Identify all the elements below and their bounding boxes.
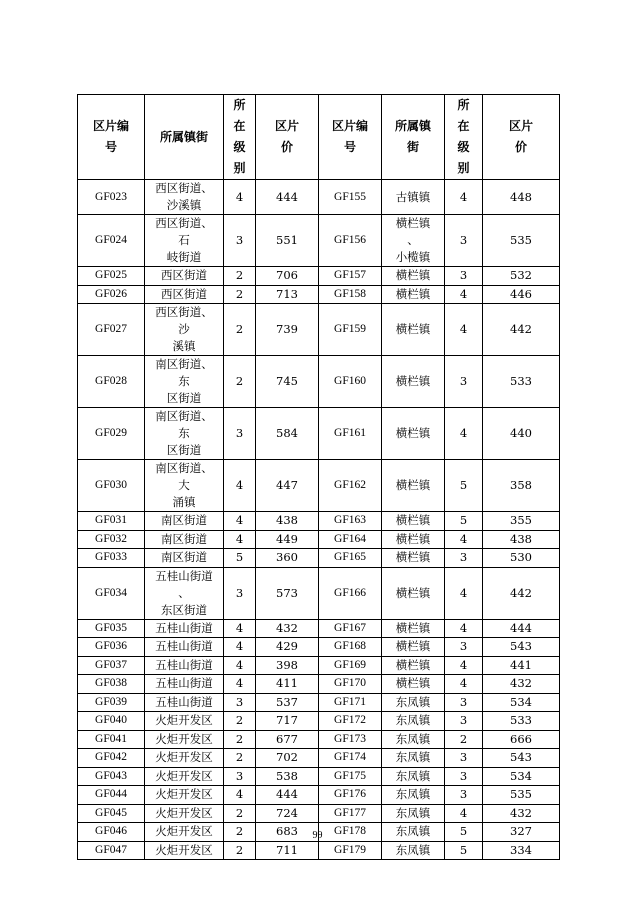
level-cell: 3 bbox=[224, 767, 256, 786]
town-line: 火炬开发区 bbox=[155, 768, 213, 783]
table-header-row bbox=[78, 95, 560, 180]
town-line: 五桂山街道 bbox=[155, 620, 213, 635]
table-row bbox=[78, 656, 560, 675]
zone-code-cell: GF026 bbox=[78, 285, 145, 304]
town-line: 区街道 bbox=[166, 391, 202, 405]
zone-code-cell: GF031 bbox=[78, 512, 145, 531]
header-level-right: 所 在 级 别 bbox=[445, 95, 483, 180]
zone-code-cell-right: GF163 bbox=[319, 512, 382, 531]
table-row bbox=[78, 215, 560, 267]
price-cell: 411 bbox=[256, 675, 319, 694]
town-line: 南区街道、 bbox=[155, 409, 213, 423]
level-cell-right: 3 bbox=[445, 356, 483, 408]
table-row bbox=[78, 512, 560, 531]
town-line: 东凤镇 bbox=[395, 750, 431, 765]
level-cell-right: 5 bbox=[445, 823, 483, 842]
price-cell: 717 bbox=[256, 712, 319, 731]
town-cell-right bbox=[382, 638, 445, 657]
header-town-right: 所属镇 街 bbox=[382, 95, 445, 180]
zone-code-cell: GF028 bbox=[78, 356, 145, 408]
town-line: 南区街道 bbox=[161, 531, 207, 546]
town-cell bbox=[145, 619, 224, 638]
table-row bbox=[78, 267, 560, 286]
price-cell-right: 543 bbox=[483, 749, 560, 768]
table-row bbox=[78, 356, 560, 408]
level-cell: 4 bbox=[224, 530, 256, 549]
town-cell-right bbox=[382, 530, 445, 549]
zone-code-cell: GF023 bbox=[78, 180, 145, 215]
price-cell: 711 bbox=[256, 841, 319, 860]
header-zone-code-right: 区片编 号 bbox=[319, 95, 382, 180]
zone-code-cell: GF025 bbox=[78, 267, 145, 286]
town-cell bbox=[145, 408, 224, 460]
level-cell: 3 bbox=[224, 215, 256, 267]
price-cell-right: 533 bbox=[483, 712, 560, 731]
town-cell bbox=[145, 749, 224, 768]
zone-code-cell: GF035 bbox=[78, 619, 145, 638]
zone-code-cell-right: GF175 bbox=[319, 767, 382, 786]
level-cell: 2 bbox=[224, 356, 256, 408]
price-cell: 551 bbox=[256, 215, 319, 267]
town-cell bbox=[145, 675, 224, 694]
zone-code-cell: GF040 bbox=[78, 712, 145, 731]
zone-code-cell: GF037 bbox=[78, 656, 145, 675]
price-cell-right: 543 bbox=[483, 638, 560, 657]
zone-code-cell-right: GF172 bbox=[319, 712, 382, 731]
zone-code-cell: GF046 bbox=[78, 823, 145, 842]
level-cell-right: 3 bbox=[445, 267, 483, 286]
zone-code-cell-right: GF155 bbox=[319, 180, 382, 215]
table-row bbox=[78, 841, 560, 860]
level-cell-right: 3 bbox=[445, 549, 483, 568]
price-cell: 444 bbox=[256, 786, 319, 805]
town-line: 西区街道 bbox=[161, 268, 207, 283]
level-cell: 4 bbox=[224, 512, 256, 531]
level-cell: 2 bbox=[224, 267, 256, 286]
town-cell-right bbox=[382, 549, 445, 568]
town-line: 南区街道、 bbox=[155, 461, 213, 475]
town-line: 南区街道 bbox=[161, 550, 207, 565]
town-cell bbox=[145, 356, 224, 408]
table-row bbox=[78, 804, 560, 823]
level-cell: 4 bbox=[224, 656, 256, 675]
level-cell-right: 4 bbox=[445, 656, 483, 675]
town-cell bbox=[145, 549, 224, 568]
level-cell: 2 bbox=[224, 304, 256, 356]
level-cell-right: 2 bbox=[445, 730, 483, 749]
table-row bbox=[78, 712, 560, 731]
town-cell-right bbox=[382, 786, 445, 805]
town-cell bbox=[145, 786, 224, 805]
price-cell-right: 533 bbox=[483, 356, 560, 408]
zone-code-cell-right: GF159 bbox=[319, 304, 382, 356]
zone-code-cell: GF027 bbox=[78, 304, 145, 356]
town-cell-right bbox=[382, 285, 445, 304]
price-cell-right: 535 bbox=[483, 786, 560, 805]
price-cell: 538 bbox=[256, 767, 319, 786]
price-cell-right: 532 bbox=[483, 267, 560, 286]
zone-code-cell-right: GF177 bbox=[319, 804, 382, 823]
table-row bbox=[78, 767, 560, 786]
town-line: 横栏镇 bbox=[395, 657, 431, 672]
header-zone-price: 区片 价 bbox=[256, 95, 319, 180]
level-cell-right: 3 bbox=[445, 638, 483, 657]
town-line: 南区街道 bbox=[161, 513, 207, 528]
zone-code-cell-right: GF174 bbox=[319, 749, 382, 768]
table-row bbox=[78, 408, 560, 460]
town-line: 岐街道 bbox=[166, 250, 202, 264]
zone-code-cell-right: GF165 bbox=[319, 549, 382, 568]
town-cell bbox=[145, 304, 224, 356]
price-cell-right: 448 bbox=[483, 180, 560, 215]
town-cell bbox=[145, 267, 224, 286]
zone-code-cell-right: GF169 bbox=[319, 656, 382, 675]
zone-code-cell-right: GF162 bbox=[319, 460, 382, 512]
zone-code-cell: GF029 bbox=[78, 408, 145, 460]
town-cell bbox=[145, 180, 224, 215]
price-cell: 745 bbox=[256, 356, 319, 408]
town-cell bbox=[145, 567, 224, 619]
level-cell-right: 5 bbox=[445, 841, 483, 860]
price-cell-right: 355 bbox=[483, 512, 560, 531]
town-line: 东凤镇 bbox=[395, 768, 431, 783]
level-cell: 4 bbox=[224, 675, 256, 694]
town-cell-right bbox=[382, 304, 445, 356]
table-body bbox=[78, 180, 560, 860]
level-cell-right: 4 bbox=[445, 675, 483, 694]
town-cell-right bbox=[382, 408, 445, 460]
town-line: 、 bbox=[178, 585, 190, 600]
price-cell-right: 442 bbox=[483, 304, 560, 356]
level-cell: 4 bbox=[224, 460, 256, 512]
level-cell: 5 bbox=[224, 549, 256, 568]
level-cell-right: 4 bbox=[445, 408, 483, 460]
level-cell-right: 3 bbox=[445, 786, 483, 805]
town-line: 沙 bbox=[178, 322, 190, 336]
town-cell bbox=[145, 730, 224, 749]
zone-code-cell-right: GF168 bbox=[319, 638, 382, 657]
town-cell-right bbox=[382, 267, 445, 286]
zone-code-cell: GF030 bbox=[78, 460, 145, 512]
town-cell-right bbox=[382, 356, 445, 408]
level-cell-right: 4 bbox=[445, 180, 483, 215]
zone-code-cell: GF044 bbox=[78, 786, 145, 805]
town-cell-right bbox=[382, 749, 445, 768]
town-cell bbox=[145, 530, 224, 549]
town-cell bbox=[145, 693, 224, 712]
town-line: 涌镇 bbox=[172, 495, 196, 509]
zone-code-cell-right: GF157 bbox=[319, 267, 382, 286]
level-cell: 4 bbox=[224, 638, 256, 657]
town-cell-right bbox=[382, 804, 445, 823]
price-cell: 398 bbox=[256, 656, 319, 675]
price-cell: 438 bbox=[256, 512, 319, 531]
town-cell-right bbox=[382, 215, 445, 267]
price-cell-right: 534 bbox=[483, 767, 560, 786]
zone-code-cell: GF033 bbox=[78, 549, 145, 568]
zone-code-cell-right: GF166 bbox=[319, 567, 382, 619]
town-line: 五桂山街道 bbox=[155, 568, 213, 583]
town-cell bbox=[145, 804, 224, 823]
town-line: 火炬开发区 bbox=[155, 713, 213, 728]
level-cell-right: 3 bbox=[445, 749, 483, 768]
town-line: 区街道 bbox=[166, 443, 202, 457]
town-line: 火炬开发区 bbox=[155, 842, 213, 857]
town-line: 横栏镇 bbox=[395, 426, 431, 440]
town-line: 西区街道 bbox=[161, 286, 207, 301]
town-line: 五桂山街道 bbox=[155, 694, 213, 709]
town-cell-right bbox=[382, 712, 445, 731]
town-line: 沙溪镇 bbox=[166, 198, 202, 212]
level-cell: 4 bbox=[224, 619, 256, 638]
town-cell bbox=[145, 712, 224, 731]
town-cell-right bbox=[382, 675, 445, 694]
town-line: 五桂山街道 bbox=[155, 676, 213, 691]
town-line: 横栏镇 bbox=[395, 676, 431, 691]
town-line: 东凤镇 bbox=[395, 805, 431, 820]
header-zone-price-right: 区片 价 bbox=[483, 95, 560, 180]
price-cell: 739 bbox=[256, 304, 319, 356]
price-cell-right: 444 bbox=[483, 619, 560, 638]
level-cell-right: 5 bbox=[445, 460, 483, 512]
level-cell-right: 3 bbox=[445, 693, 483, 712]
price-cell: 584 bbox=[256, 408, 319, 460]
town-line: 横栏镇 bbox=[395, 268, 431, 283]
town-cell bbox=[145, 638, 224, 657]
price-cell-right: 358 bbox=[483, 460, 560, 512]
table-row bbox=[78, 567, 560, 619]
zone-code-cell: GF039 bbox=[78, 693, 145, 712]
town-cell-right bbox=[382, 460, 445, 512]
zone-code-cell: GF024 bbox=[78, 215, 145, 267]
town-cell-right bbox=[382, 512, 445, 531]
price-cell: 713 bbox=[256, 285, 319, 304]
town-line: 古镇镇 bbox=[395, 189, 431, 204]
price-cell-right: 432 bbox=[483, 804, 560, 823]
level-cell-right: 5 bbox=[445, 512, 483, 531]
town-line: 东凤镇 bbox=[395, 731, 431, 746]
table-row bbox=[78, 693, 560, 712]
zone-code-cell-right: GF164 bbox=[319, 530, 382, 549]
zone-code-cell: GF034 bbox=[78, 567, 145, 619]
zone-code-cell: GF032 bbox=[78, 530, 145, 549]
price-cell-right: 530 bbox=[483, 549, 560, 568]
header-zone-code: 区片编 号 bbox=[78, 95, 145, 180]
zone-code-cell-right: GF179 bbox=[319, 841, 382, 860]
price-cell-right: 334 bbox=[483, 841, 560, 860]
level-cell: 3 bbox=[224, 408, 256, 460]
price-cell-right: 327 bbox=[483, 823, 560, 842]
town-line: 横栏镇 bbox=[395, 322, 431, 336]
town-line: 东凤镇 bbox=[395, 694, 431, 709]
zone-code-cell-right: GF167 bbox=[319, 619, 382, 638]
town-cell-right bbox=[382, 567, 445, 619]
level-cell: 4 bbox=[224, 786, 256, 805]
town-line: 火炬开发区 bbox=[155, 805, 213, 820]
price-cell-right: 666 bbox=[483, 730, 560, 749]
price-cell: 724 bbox=[256, 804, 319, 823]
town-line: 西区街道、 bbox=[155, 181, 213, 195]
town-cell bbox=[145, 285, 224, 304]
table-row bbox=[78, 180, 560, 215]
zone-code-cell: GF045 bbox=[78, 804, 145, 823]
town-cell bbox=[145, 215, 224, 267]
table-row bbox=[78, 786, 560, 805]
town-cell-right bbox=[382, 767, 445, 786]
level-cell: 4 bbox=[224, 180, 256, 215]
price-cell: 429 bbox=[256, 638, 319, 657]
town-cell bbox=[145, 512, 224, 531]
level-cell: 2 bbox=[224, 804, 256, 823]
price-cell: 702 bbox=[256, 749, 319, 768]
town-cell-right bbox=[382, 619, 445, 638]
level-cell: 3 bbox=[224, 567, 256, 619]
town-line: 横栏镇 bbox=[395, 585, 431, 600]
town-line: 东凤镇 bbox=[395, 713, 431, 728]
town-line: 横栏镇 bbox=[395, 620, 431, 635]
table-row bbox=[78, 530, 560, 549]
price-cell-right: 535 bbox=[483, 215, 560, 267]
zone-code-cell-right: GF170 bbox=[319, 675, 382, 694]
price-cell: 447 bbox=[256, 460, 319, 512]
zone-code-cell-right: GF171 bbox=[319, 693, 382, 712]
level-cell-right: 4 bbox=[445, 567, 483, 619]
town-line: 东凤镇 bbox=[395, 824, 431, 839]
town-line: 横栏镇 bbox=[395, 286, 431, 301]
town-line: 横栏镇 bbox=[395, 513, 431, 528]
town-line: 横栏镇 bbox=[395, 374, 431, 388]
zone-code-cell: GF036 bbox=[78, 638, 145, 657]
town-line: 横栏镇 bbox=[395, 639, 431, 654]
table-row bbox=[78, 675, 560, 694]
town-cell-right bbox=[382, 180, 445, 215]
price-cell-right: 442 bbox=[483, 567, 560, 619]
town-line: 溪镇 bbox=[172, 339, 196, 353]
town-line: 石 bbox=[178, 233, 190, 247]
table-row bbox=[78, 285, 560, 304]
town-line: 东 bbox=[178, 374, 190, 388]
page-number: 99 bbox=[312, 830, 323, 841]
level-cell-right: 4 bbox=[445, 285, 483, 304]
town-line: 五桂山街道 bbox=[155, 657, 213, 672]
level-cell: 2 bbox=[224, 841, 256, 860]
town-line: 东区街道 bbox=[161, 602, 207, 617]
level-cell: 2 bbox=[224, 823, 256, 842]
town-line: 小榄镇 bbox=[395, 250, 431, 264]
level-cell: 2 bbox=[224, 712, 256, 731]
table-row bbox=[78, 549, 560, 568]
zone-code-cell-right: GF158 bbox=[319, 285, 382, 304]
town-cell bbox=[145, 767, 224, 786]
level-cell-right: 4 bbox=[445, 304, 483, 356]
town-line: 火炬开发区 bbox=[155, 787, 213, 802]
price-cell-right: 432 bbox=[483, 675, 560, 694]
town-cell-right bbox=[382, 693, 445, 712]
land-price-table bbox=[77, 94, 560, 860]
price-cell-right: 446 bbox=[483, 285, 560, 304]
level-cell-right: 4 bbox=[445, 804, 483, 823]
zone-code-cell: GF041 bbox=[78, 730, 145, 749]
price-cell: 677 bbox=[256, 730, 319, 749]
zone-code-cell: GF043 bbox=[78, 767, 145, 786]
price-cell-right: 441 bbox=[483, 656, 560, 675]
town-cell-right bbox=[382, 730, 445, 749]
town-cell bbox=[145, 460, 224, 512]
price-cell: 444 bbox=[256, 180, 319, 215]
zone-code-cell: GF038 bbox=[78, 675, 145, 694]
town-line: 横栏镇 bbox=[395, 550, 431, 565]
price-cell: 683 bbox=[256, 823, 319, 842]
town-line: 西区街道、 bbox=[155, 305, 213, 319]
zone-code-cell-right: GF156 bbox=[319, 215, 382, 267]
town-line: 横栏镇 bbox=[395, 531, 431, 546]
level-cell-right: 4 bbox=[445, 619, 483, 638]
town-line: 南区街道、 bbox=[155, 357, 213, 371]
zone-code-cell: GF047 bbox=[78, 841, 145, 860]
level-cell: 3 bbox=[224, 693, 256, 712]
level-cell: 2 bbox=[224, 749, 256, 768]
price-cell-right: 438 bbox=[483, 530, 560, 549]
price-cell: 706 bbox=[256, 267, 319, 286]
town-line: 火炬开发区 bbox=[155, 824, 213, 839]
level-cell-right: 3 bbox=[445, 215, 483, 267]
town-line: 东凤镇 bbox=[395, 842, 431, 857]
town-cell-right bbox=[382, 656, 445, 675]
table-row bbox=[78, 638, 560, 657]
table-row bbox=[78, 619, 560, 638]
zone-code-cell: GF042 bbox=[78, 749, 145, 768]
zone-code-cell-right: GF176 bbox=[319, 786, 382, 805]
zone-code-cell-right: GF178 bbox=[319, 823, 382, 842]
zone-code-cell-right: GF161 bbox=[319, 408, 382, 460]
town-line: 横栏镇 bbox=[395, 478, 431, 492]
town-line: 、 bbox=[407, 233, 419, 247]
price-cell-right: 440 bbox=[483, 408, 560, 460]
town-cell bbox=[145, 841, 224, 860]
town-line: 东凤镇 bbox=[395, 787, 431, 802]
table-row bbox=[78, 304, 560, 356]
town-line: 大 bbox=[178, 478, 190, 492]
zone-code-cell-right: GF160 bbox=[319, 356, 382, 408]
price-cell: 432 bbox=[256, 619, 319, 638]
town-line: 西区街道、 bbox=[155, 216, 213, 230]
table-row bbox=[78, 749, 560, 768]
level-cell: 2 bbox=[224, 730, 256, 749]
price-cell: 573 bbox=[256, 567, 319, 619]
price-cell: 537 bbox=[256, 693, 319, 712]
price-cell-right: 534 bbox=[483, 693, 560, 712]
level-cell-right: 3 bbox=[445, 712, 483, 731]
town-line: 火炬开发区 bbox=[155, 731, 213, 746]
level-cell-right: 4 bbox=[445, 530, 483, 549]
price-cell: 360 bbox=[256, 549, 319, 568]
header-level: 所 在 级 别 bbox=[224, 95, 256, 180]
town-cell bbox=[145, 656, 224, 675]
town-line: 东 bbox=[178, 426, 190, 440]
price-cell: 449 bbox=[256, 530, 319, 549]
level-cell-right: 3 bbox=[445, 767, 483, 786]
table-row bbox=[78, 460, 560, 512]
town-line: 火炬开发区 bbox=[155, 750, 213, 765]
header-town: 所属镇街 bbox=[145, 95, 224, 180]
zone-code-cell-right: GF173 bbox=[319, 730, 382, 749]
table-row bbox=[78, 730, 560, 749]
town-cell-right bbox=[382, 841, 445, 860]
town-line: 横栏镇 bbox=[395, 216, 431, 230]
level-cell: 2 bbox=[224, 285, 256, 304]
town-line: 五桂山街道 bbox=[155, 639, 213, 654]
